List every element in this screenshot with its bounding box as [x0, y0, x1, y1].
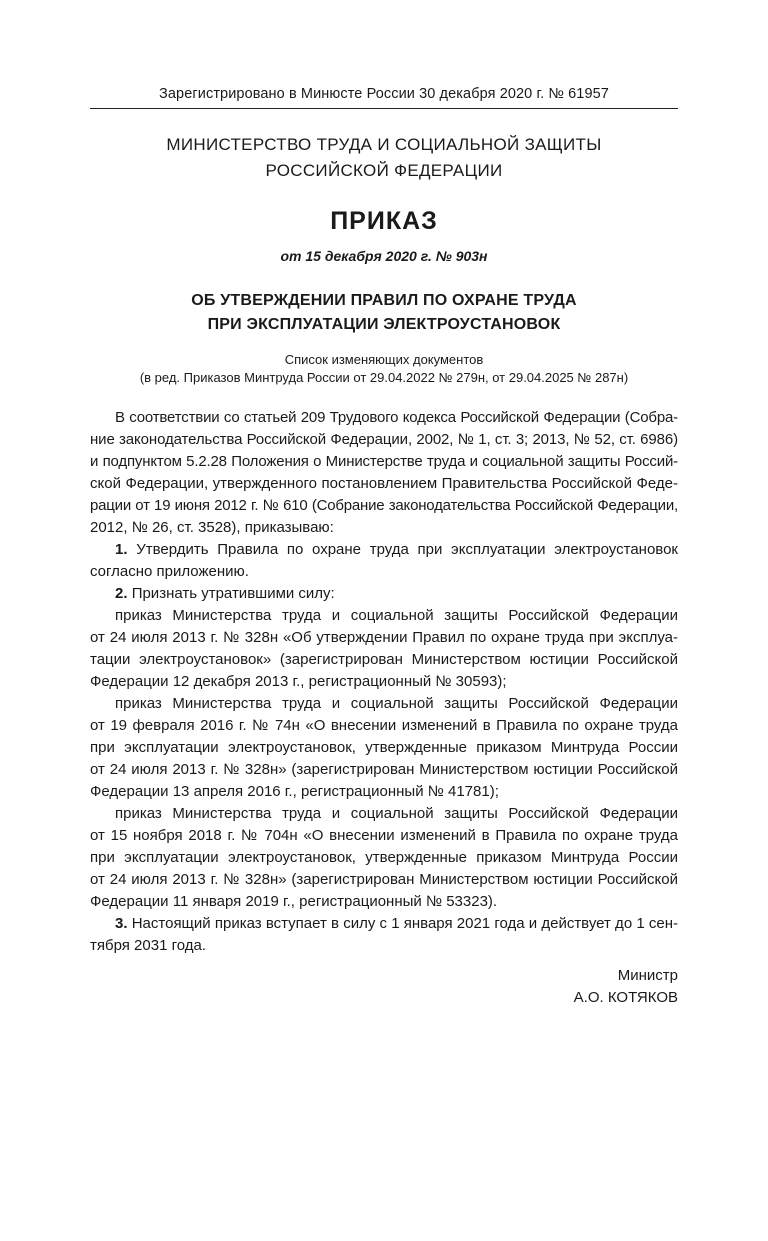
item-1-text: согласно приложению. — [90, 563, 249, 580]
item-3-text: Настоящий приказ вступает в силу с 1 января 2021 года и действует до 1 сен- — [131, 915, 679, 932]
preamble — [90, 407, 678, 429]
document-subject-line2: ПРИ ЭКСПЛУАТАЦИИ ЭЛЕКТРОУСТАНОВОК — [207, 316, 561, 333]
item-3-text: тября 2031 года. — [90, 937, 207, 954]
item-1 — [90, 539, 678, 583]
preamble-line: и подпунктом 5.2.28 Положения о Министерстве труда и социальной защиты Россий- — [90, 453, 678, 470]
amendments-heading: Список изменяющих документов — [284, 352, 484, 367]
document-page — [90, 86, 678, 1009]
ministry-name — [90, 132, 678, 184]
signature-block — [90, 965, 678, 1009]
amendments-details: (в ред. Приказов Минтруда России от 29.04.2022 № 279н, от 29.04.2025 № 287н) — [139, 370, 629, 385]
item-2-number: 2. — [115, 585, 128, 602]
repealed-order-3: приказ Министерства труда и социальной защиты Российской Федерации от 15 ноября 2018 г. № 704н «О внесении изменений в Правила по охране труда при эксплуатации электроустановок, утвержденные приказом Минтруда России от 24 июля 2013 г. № 328н» (зарегистрирован Министерством юстиции Российской Федерации 11 января 2019 г., регистрационный № 53323). — [90, 805, 678, 910]
item-1-number: 1. — [115, 541, 128, 558]
preamble-line: рации от 19 июня 2012 г. № 610 (Собрание законодательства Российской Федерации, — [90, 497, 678, 514]
document-subject-line1: ОБ УТВЕРЖДЕНИИ ПРАВИЛ ПО ОХРАНЕ ТРУДА — [191, 292, 577, 309]
ministry-name-line2: РОССИЙСКОЙ ФЕДЕРАЦИИ — [265, 161, 503, 180]
document-title: ПРИКАЗ — [330, 207, 438, 235]
preamble-line: 2012, № 26, ст. 3528), приказываю: — [90, 519, 334, 536]
repealed-order-1: приказ Министерства труда и социальной защиты Российской Федерации от 24 июля 2013 г. № 328н «Об утверждении Правил по охране труда при эксплуа- тации электроустановок» (зарегистрирован Министерством юстиции Российской Федерации 12 декабря 2013 г., регистрационный № 30593); — [90, 607, 678, 690]
item-2-text: Признать утратившими силу: — [131, 585, 335, 602]
signatory-name: А.О. КОТЯКОВ — [573, 989, 678, 1006]
document-body — [90, 407, 678, 957]
preamble-line: ние законодательства Российской Федерации, 2002, № 1, ст. 3; 2013, № 52, ст. 6986) — [90, 431, 678, 448]
item-1-text: Утвердить Правила по охране труда при эксплуатации электроустановок — [136, 541, 678, 558]
document-subject — [90, 289, 678, 337]
document-date-number: от 15 декабря 2020 г. № 903н — [280, 248, 488, 264]
ministry-name-line1: МИНИСТЕРСТВО ТРУДА И СОЦИАЛЬНОЙ ЗАЩИТЫ — [166, 135, 602, 154]
registration-note: Зарегистрировано в Минюсте России 30 декабря 2020 г. № 61957 — [90, 86, 678, 109]
signatory-position: Министр — [617, 967, 678, 984]
item-2 — [90, 583, 678, 605]
repealed-order-2: приказ Министерства труда и социальной защиты Российской Федерации от 19 февраля 2016 г. № 74н «О внесении изменений в Правила по охране труда при эксплуатации электроустановок, утвержденные приказом Минтруда России от 24 июля 2013 г. № 328н» (зарегистрирован Министерством юстиции Российской Федерации 13 апреля 2016 г., регистрационный № 41781); — [90, 695, 678, 800]
amendments-list — [90, 351, 678, 387]
preamble-line: ской Федерации, утвержденного постановлением Правительства Российской Феде- — [90, 475, 678, 492]
preamble-line: В соответствии со статьей 209 Трудового кодекса Российской Федерации (Собра- — [115, 409, 678, 426]
item-3-number: 3. — [115, 915, 128, 932]
item-3 — [90, 913, 678, 957]
